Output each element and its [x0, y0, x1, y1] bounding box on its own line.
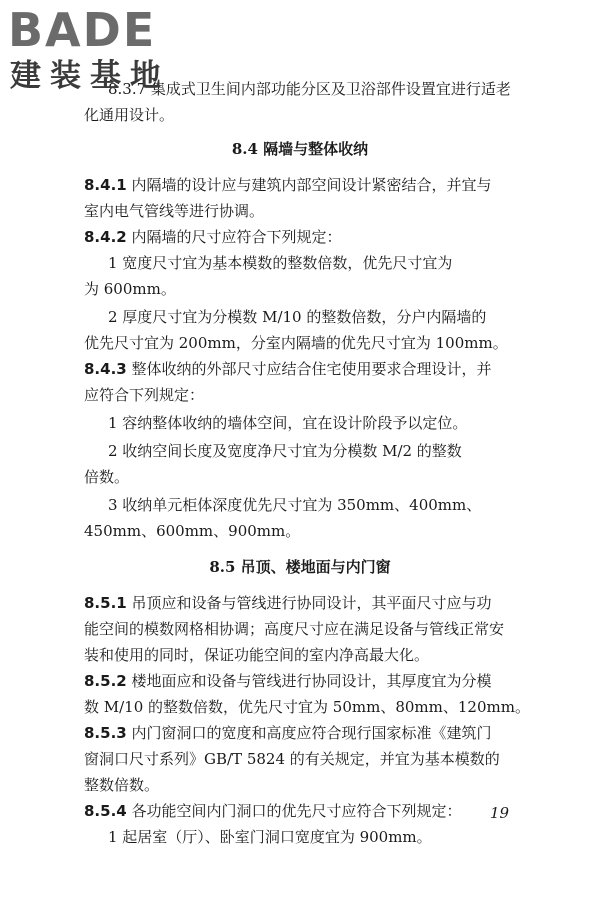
clause-8-4-3 [84, 356, 492, 383]
clause-8-4-3-cont: 应符合下列规定： [84, 386, 205, 404]
clause-text: 吊顶应和设备与管线进行协同设计，其平面尺寸应与功 [126, 594, 492, 612]
clause-8-5-3-cont2: 整数倍数。 [84, 776, 160, 794]
clause-number: 8.5.1 [84, 594, 127, 612]
clause-8-3-7: 8.3.7 集成式卫生间内部功能分区及卫浴部件设置宜进行适老 [108, 80, 511, 98]
clause-8-5-4 [84, 798, 462, 825]
clause-8-5-2 [84, 668, 492, 695]
clause-8-5-1-cont2: 装和使用的同时，保证功能空间的室内净高最大化。 [84, 646, 430, 664]
clause-text: 内隔墙的设计应与建筑内部空间设计紧密结合，并宜与 [126, 176, 492, 194]
clause-8-4-1-cont: 室内电气管线等进行协调。 [84, 202, 265, 220]
clause-text: 各功能空间内门洞口的优先尺寸应符合下列规定： [126, 802, 462, 820]
clause-8-3-7-cont: 化通用设计。 [84, 106, 175, 124]
watermark-latin-text [6, 4, 178, 52]
clause-text: 内门窗洞口的宽度和高度应符合现行国家标准《建筑门 [126, 724, 492, 742]
item-8-4-3-2-cont: 倍数。 [84, 468, 130, 486]
clause-8-5-3-cont: 窗洞口尺寸系列》GB/T 5824 的有关规定，并宜为基本模数的 [84, 750, 500, 768]
clause-number: 8.4.3 [84, 360, 127, 378]
bade-watermark-logo [6, 4, 178, 100]
item-8-4-3-1: 1 容纳整体收纳的墙体空间，宜在设计阶段予以定位。 [108, 414, 468, 432]
clause-text: 整体收纳的外部尺寸应结合住宅使用要求合理设计，并 [126, 360, 492, 378]
clause-number: 8.5.4 [84, 802, 127, 820]
clause-8-4-2 [84, 224, 342, 251]
clause-text: 内隔墙的尺寸应符合下列规定： [126, 228, 342, 246]
item-8-4-2-2: 2 厚度尺寸宜为分模数 M/10 的整数倍数，分户内隔墙的 [108, 308, 487, 326]
section-heading-8-5: 8.5 吊顶、楼地面与内门窗 [209, 558, 391, 576]
item-8-4-3-3-cont: 450mm、600mm、900mm。 [84, 522, 301, 540]
clause-number: 8.4.2 [84, 228, 127, 246]
item-8-4-2-2-cont: 优先尺寸宜为 200mm，分室内隔墙的优先尺寸宜为 100mm。 [84, 334, 508, 352]
page-number: 19 [490, 804, 510, 822]
clause-8-5-1-cont: 能空间的模数网格相协调；高度尺寸应在满足设备与管线正常安 [84, 620, 505, 638]
item-8-4-3-3: 3 收纳单元柜体深度优先尺寸宜为 350mm、400mm、 [108, 496, 482, 514]
item-8-5-4-1: 1 起居室（厅）、卧室门洞口宽度宜为 900mm。 [108, 828, 432, 846]
clause-8-5-1 [84, 590, 492, 617]
clause-number: 8.5.2 [84, 672, 127, 690]
clause-8-5-3 [84, 720, 492, 747]
item-8-4-2-1-cont: 为 600mm。 [84, 280, 176, 298]
item-8-4-3-2: 2 收纳空间长度及宽度净尺寸宜为分模数 M/2 的整数 [108, 442, 462, 460]
section-heading-8-4: 8.4 隔墙与整体收纳 [231, 140, 369, 158]
clause-8-4-1 [84, 172, 492, 199]
clause-text: 楼地面应和设备与管线进行协同设计，其厚度宜为分模 [126, 672, 492, 690]
clause-number: 8.4.1 [84, 176, 127, 194]
watermark-cjk-text: 建装基地 [10, 58, 170, 94]
clause-number: 8.5.3 [84, 724, 127, 742]
clause-8-5-2-cont: 数 M/10 的整数倍数，优先尺寸宜为 50mm、80mm、120mm。 [84, 698, 530, 716]
item-8-4-2-1: 1 宽度尺寸宜为基本模数的整数倍数，优先尺寸宜为 [108, 254, 453, 272]
svg-text:BADE: BADE [8, 4, 157, 52]
